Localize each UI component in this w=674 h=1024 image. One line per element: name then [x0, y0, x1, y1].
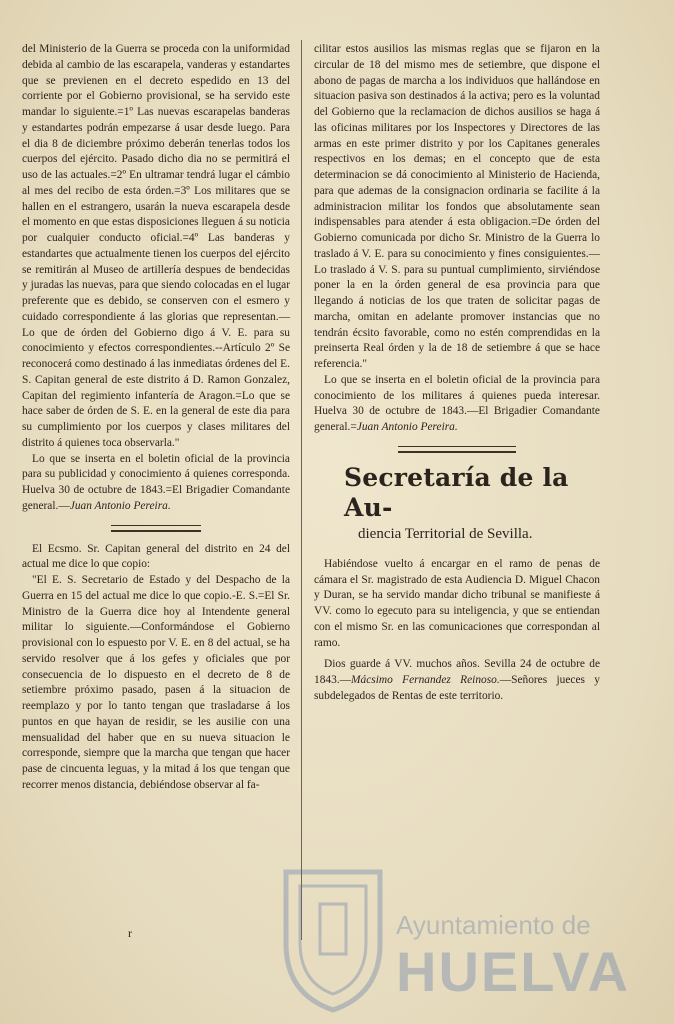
publication-notice-right-text: Lo que se inserta en el boletin oficial de la provincia para conocimiento de los militares á quienes pueda interesar. Huelva 30 de octubre de 1843.—El Brigadier Comandante general.=	[314, 373, 600, 433]
closing-notice-tail: —Señores jueces y subdelegados de Rentas de este territorio.	[314, 674, 600, 702]
signature: Juan Antonio Pereira.	[69, 499, 171, 512]
audiencia-notice: Habiéndose vuelto á encargar en el ramo de penas de cámara el Sr. magistrado de esta Audiencia D. Miguel Chacon y Duran, se ha servido mandar dicho tribunal se manifieste á VV. como lo egecuto para su inteligencia, y que se entiendan con el mismo Sr. en las comunicaciones que correspondan al ramo.	[314, 557, 600, 649]
section-separator	[111, 525, 201, 532]
quoted-order: "El E. S. Secretario de Estado y del Despacho de la Guerra en 15 del actual me dice lo que copio.-E. S.=El Sr. Ministro de la Guerra dice hoy al Intendente general militar lo siguiente.—Conformándose el Gobierno provisional con lo espuesto por V. E. en 8 del actual, se ha servido resolver que á los gefes y oficiales que por consecuencia de lo dispuesto en el decreto de 8 de setiembre próximo pasado, pasen á la situacion de reemplazo y por lo tanto tengan que trasladarse á los puntos en que hayan de residir, se les ausilie con una mensualidad del haber que en su nueva situacion le corresponde, siempre que la marcha que tengan que hacer pase de cincuenta leguas, y la mitad á los que tengan que recorrer menos distancia, debiéndose observar al fa-	[22, 574, 290, 791]
publication-notice-text: Lo que se inserta en el boletin oficial de la provincia para su publicidad y conocimiento á quienes corresponda. Huelva 30 de octubre de 1843.=El Brigadier Comandante general.—	[22, 452, 290, 512]
watermark	[268, 860, 668, 1020]
watermark-crest-icon	[278, 864, 388, 1014]
column-divider	[301, 40, 302, 940]
watermark-line2: HUELVA	[396, 940, 630, 1003]
section-heading: Secretaría de la Au-	[344, 462, 569, 522]
signature-right: Juan Antonio Pereira.	[356, 421, 458, 433]
section-subheading: diencia Territorial de Sevilla.	[358, 525, 533, 542]
closing-notice-text: Dios guarde á VV. muchos años. Sevilla 24 de octubre de 1843.—	[314, 658, 600, 686]
publication-notice-right	[314, 373, 600, 436]
closing-notice	[314, 657, 600, 704]
right-column	[314, 42, 600, 705]
publication-notice	[22, 452, 290, 515]
quoted-order-continued: cilitar estos ausilios las mismas reglas que se fijaron en la circular de 18 del mismo mes de setiembre, que dispone el abono de pagas de marcha a los individuos que hallándose en situacion pasiva son destinados á la activa; pero es la voluntad del Gobierno que la reclamacion de dichos ausilios se haga á las oficinas militares por los Inspectores y Directores de las armas en este primer distrito y por los Capitanes generales respectivos en los demas; en el concepto que de esta determinacion se dá conocimiento al Ministerio de Hacienda, para que ademas de la consignacion ordinaria se facilite á la administracion militar los fondos que absolutamente sean indispensables para atender á esta obligacion.=De órden del Gobierno comunicada por dicho Sr. Ministro de la Guerra lo traslado á V. E. para su conocimiento y fines consiguientes.—Lo traslado á V. S. para su puntual cumplimiento, sirviéndose poner la en la órden general de esa provincia para que llegando á noticias de los que traten de solicitar pagas de marcha, omitan en adelante promover instancias que no tendrán écsito favorable, como no estén comprendidas en la preinserta Real órden y la de 18 de setiembre á que se hace referencia."	[314, 43, 600, 370]
left-column	[22, 42, 290, 794]
decree-text-continued: del Ministerio de la Guerra se proceda con la uniformidad debida al cambio de las escarapela, vanderas y estandartes que se previenen en el decreto espedido en 13 del corriente por el Gobierno provisional, se ha servido este mandar lo siguiente.=1º Las nuevas escarapelas banderas y estandartes podrán empezarse á usar desde luego. Para el dia 8 de diciembre próximo deberán tenerlas todos los cuerpos del ejército. Pasado dicho dia no se permitirá el uso de las actuales.=2º En ultramar tendrá lugar el cámbio al mes del recibo de esta órden.=3º Los militares que se hallen en el estrangero, usarán la nueva escarapela desde el momento en que estas disposiciones lleguen á su noticia por cualquier conducto oficial.=4º Las banderas y estandartes que actualmente tienen los cuerpos del ejército se remitirán al Museo de artillería despues de bendecidas y juradas las nuevas, para que siendo colocadas en el lugar preferente que es debido, se conserven con el esmero y cuidado correspondiente á las glorias que representan.—Lo que de órden del Gobierno digo á V. E. para su conocimiento y efectos correspondientes.--Artículo 2º Se reconocerá como destinado á las inmediatas órdenes del E. S. Capitan general de este distrito á D. Ramon Gonzalez, Capitan del regimiento infantería de Aragon.=Lo que se hace saber de órden de S. E. en la general de este dia para su cumplimiento por los cuerpos y clases militares del distrito á quienes toca observarla."	[22, 43, 290, 449]
watermark-line1: Ayuntamiento de	[396, 910, 591, 940]
page-mark: r	[128, 926, 132, 940]
section-separator-right	[398, 446, 516, 453]
signature-audiencia: Mácsimo Fernandez Reinoso.	[351, 674, 500, 686]
captain-general-intro: El Ecsmo. Sr. Capitan general del distrito en 24 del actual me dice lo que copio:	[22, 542, 290, 571]
